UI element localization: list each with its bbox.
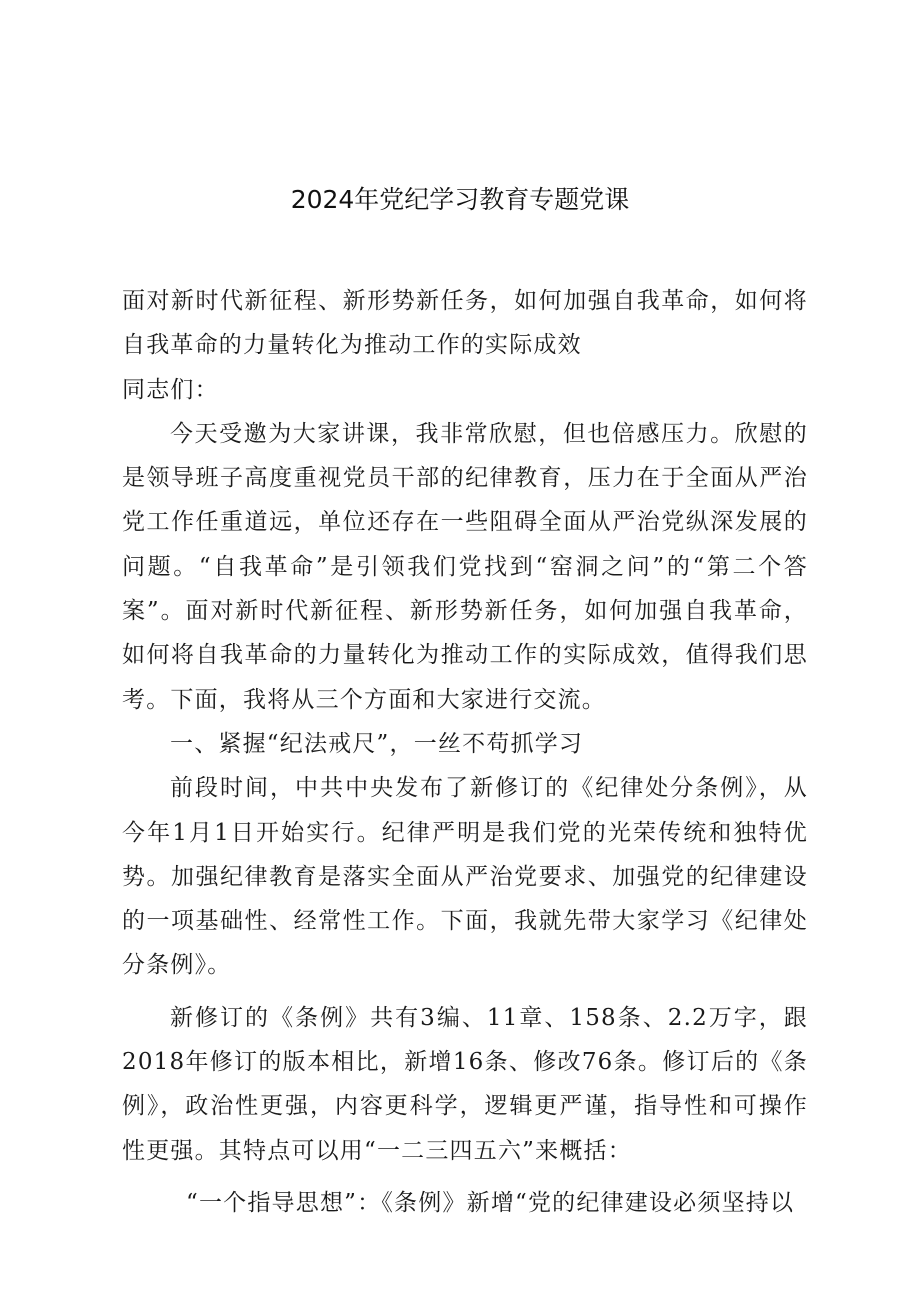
paragraph-regulation: 前段时间，中共中央发布了新修订的《纪律处分条例》，从今年1月1日开始实行。纪律严明是我们党的光荣传统和独特优势。加强纪律教育是落实全面从严治党要求、加强党的纪律建设的一项基础性、经常性工作。下面，我就先带大家学习《纪律处分条例》。 [122, 775, 808, 979]
document-body [122, 279, 808, 1225]
section-heading-1: 一、紧握“纪法戒尺”，一丝不苟抓学习 [170, 730, 584, 757]
paragraph-revision: 新修订的《条例》共有3编、11章、158条、2.2万字，跟2018年修订的版本相比，新增16条、修改76条。修订后的《条例》，政治性更强，内容更科学，逻辑更严谨，指导性和可操作性更强。其特点可以用“一二三四五六”来概括： [122, 1004, 808, 1164]
paragraph-guiding-thought: “一个指导思想”：《条例》新增“党的纪律建设必须坚持以 [186, 1189, 795, 1216]
document-subtitle: 面对新时代新征程、新形势新任务，如何加强自我革命，如何将自我革命的力量转化为推动工作的实际成效 [122, 288, 808, 359]
paragraph-intro: 今天受邀为大家讲课，我非常欣慰，但也倍感压力。欣慰的是领导班子高度重视党员干部的纪律教育，压力在于全面从严治党工作任重道远，单位还存在一些阻碍全面从严治党纵深发展的问题。“自我革命”是引领我们党找到“窑洞之问”的“第二个答案”。面对新时代新征程、新形势新任务，如何加强自我革命，如何将自我革命的力量转化为推动工作的实际成效，值得我们思考。下面，我将从三个方面和大家进行交流。 [122, 420, 808, 713]
document-title: 2024年党纪学习教育专题党课 [290, 185, 630, 214]
salutation: 同志们： [122, 376, 219, 403]
